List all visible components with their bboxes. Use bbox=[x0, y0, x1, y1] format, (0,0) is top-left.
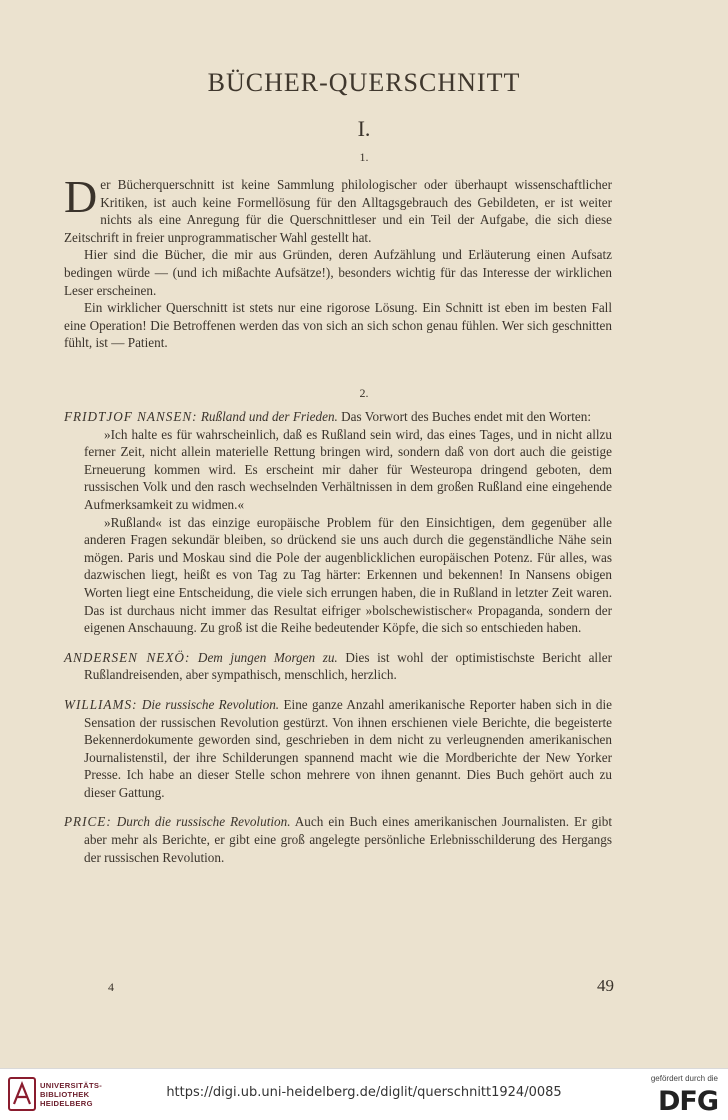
book-entry-price bbox=[64, 813, 612, 866]
entry-author: PRICE: bbox=[64, 814, 112, 830]
entry-quote: »Rußland« ist das einzige europäische Problem für den Einsichtigen, dem gegenüber alle anderen Fragen sekundär bleiben, so drückend sie uns auch durch die gegenständliche Nähe sein mögen. Paris und Moskau sind die Pole der augenblicklichen europäischen Potenz. Für alles, was dazwischen liegt, heißt es von Tag zu Tag härter: Erkennen und bekennen! In Nansens obigen Worten liegt eine Entscheidung, die viele sich errungen haben, die in Rußland in letzter Zeit waren. Das ist durchaus nicht immer das Resultat eifriger »bolschewistischer« Propaganda, sondern der eigenen Anschauung. Zu groß ist die Reihe bedeutender Köpfe, die sich so entschieden haben. bbox=[84, 514, 612, 636]
library-name-line: HEIDELBERG bbox=[40, 1099, 93, 1108]
library-name-line: BIBLIOTHEK bbox=[40, 1090, 90, 1099]
section-number-2: 2. bbox=[359, 386, 369, 400]
entry-text: Das Vorwort des Buches endet mit den Worten: bbox=[341, 409, 591, 424]
book-entry-nansen bbox=[64, 408, 612, 637]
entry-author: FRIDTJOF NANSEN: bbox=[64, 409, 198, 424]
entry-text: Dies ist wohl der optimistischste Bericht aller Rußlandreisenden, aber sympathisch, menschlich, herzlich. bbox=[84, 649, 612, 683]
drop-cap: D bbox=[64, 171, 98, 222]
paragraph-1 bbox=[64, 171, 612, 246]
section-2-text bbox=[64, 408, 612, 878]
dfg-logo[interactable]: DFG bbox=[657, 1086, 718, 1117]
paragraph-1-text: er Bücherquerschnitt ist keine Sammlung philologischer oder überhaupt wissenschaftlicher Kritiken, ist auch keine Formellösung für den Alltagsgebrauch des Gebildeten, er ist weiter nichts als eine Anregung für die Querschnittleser und ein Teil der Aufgabe, die sich diese Zeitschrift in freier unprogrammatischer Wahl gestellt hat. bbox=[64, 177, 612, 245]
paragraph-2: Hier sind die Bücher, die mir aus Gründen, deren Aufzählung und Erläuterung einen Aufsatz bedingen würde — (und ich mißachte Aufsätze!), besonders wichtig für das Interesse der wirklichen Leser erscheinen. bbox=[64, 247, 612, 298]
signature-mark: 4 bbox=[108, 980, 114, 994]
entry-head bbox=[64, 696, 612, 802]
page-number: 49 bbox=[597, 976, 614, 995]
permalink-url[interactable]: https://digi.ub.uni-heidelberg.de/diglit/querschnitt1924/0085 bbox=[166, 1085, 562, 1100]
page-title: BÜCHER-QUERSCHNITT bbox=[207, 68, 521, 97]
book-entry-williams bbox=[64, 696, 612, 802]
library-name-line: UNIVERSITÄTS- bbox=[40, 1081, 103, 1090]
entry-book-title: Dem jungen Morgen zu. bbox=[197, 649, 338, 665]
section-1-text bbox=[64, 171, 612, 352]
entry-author: WILLIAMS: bbox=[64, 696, 138, 712]
funded-by-label: gefördert durch die bbox=[650, 1074, 718, 1083]
paragraph-3: Ein wirklicher Querschnitt ist stets nur eine rigorose Lösung. Ein Schnitt ist eben im besten Fall eine Operation! Die Betroffenen werden das von sich an sich schon genau fühlen. Wer sich geschnitten fühlt, ist — Patient. bbox=[64, 300, 612, 351]
book-entry-nexo bbox=[64, 649, 612, 684]
entry-head bbox=[64, 813, 612, 866]
entry-author: ANDERSEN NEXÖ: bbox=[64, 649, 191, 665]
entry-head bbox=[64, 649, 612, 684]
entry-text: Auch ein Buch eines amerikanischen Journalisten. Er gibt aber mehr als Berichte, er gibt eine groß angelegte persönliche Erlebnisschilderung des Hergangs der russischen Revolution. bbox=[84, 814, 612, 865]
entry-quote: »Ich halte es für wahrscheinlich, daß es Rußland sein wird, das eines Tages, und in nicht allzu ferner Zeit, nicht allein materielle Rettung bringen wird, sondern daß von dort auch die geistige Erneuerung kommen wird. Es erscheint mir daher für Westeuropa dringend geboten, dem russischen Volk und den rasch wechselnden Verhältnissen in dem großen Rußland eine eingehende Aufmerksamkeit zu widmen.« bbox=[84, 426, 612, 512]
part-number: I. bbox=[357, 116, 371, 141]
entry-head bbox=[64, 408, 612, 426]
section-number-1: 1. bbox=[359, 150, 369, 164]
entry-text: Eine ganze Anzahl amerikanische Reporter haben sich in die Sensation der russischen Revolution gestürzt. Von ihnen erschienen viele Berichte, die begeisterte Bekennerdokumente geworden sind, geschrieben in dem nicht zu verleugnenden amerikanischen Journalistenstil, der ihre Schilderungen spannend macht wie die Mordberichte der New Yorker Presse. Ich habe an dieser Stelle schon mehrere von ihnen genannt. Dies Buch gehört auch zu dieser Gattung. bbox=[84, 696, 612, 800]
entry-book-title: Die russische Revolution. bbox=[141, 696, 280, 712]
viewer-footer-bar bbox=[0, 1068, 728, 1120]
entry-book-title: Rußland und der Frieden. bbox=[200, 409, 338, 424]
entry-book-title: Durch die russische Revolution. bbox=[116, 814, 291, 830]
